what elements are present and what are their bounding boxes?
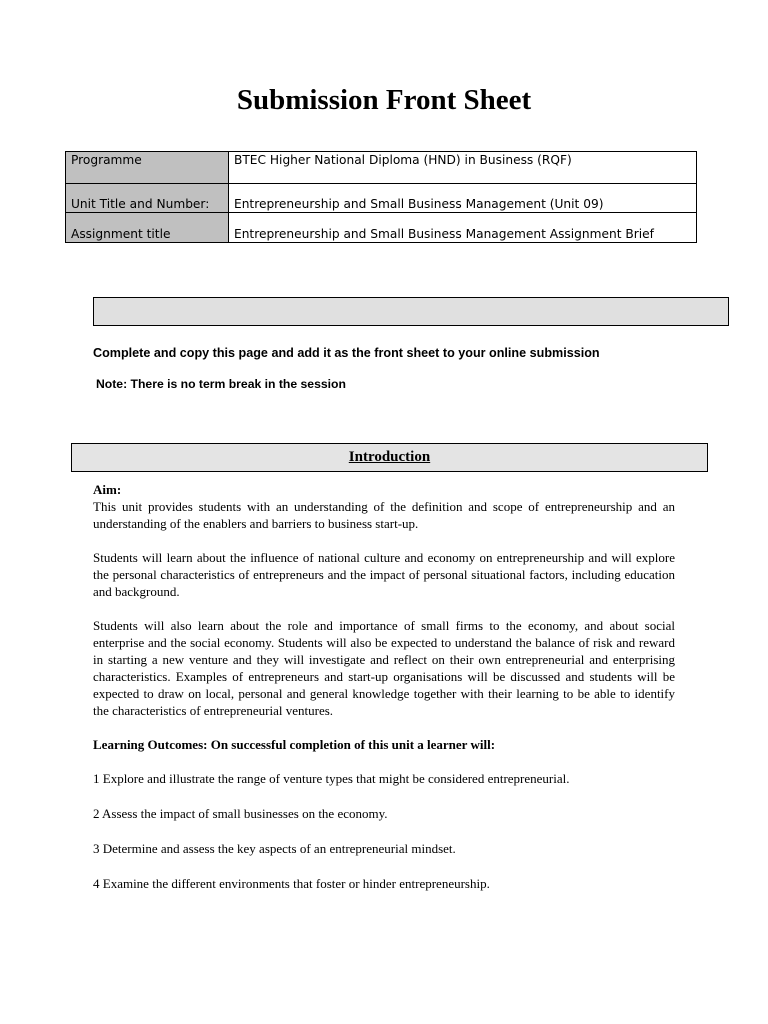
learning-outcome-item: 2 Assess the impact of small businesses on the economy.	[93, 806, 388, 821]
note-text: Note: There is no term break in the session	[96, 377, 346, 391]
introduction-header	[71, 443, 708, 472]
introduction-content	[93, 481, 675, 910]
programme-value: BTEC Higher National Diploma (HND) in Business (RQF)	[229, 152, 697, 184]
learning-outcome-item: 4 Examine the different environments that foster or hinder entrepreneurship.	[93, 876, 490, 891]
paragraph: This unit provides students with an understanding of the definition and scope of entrepreneurship and an understanding of the enablers and barriers to business start-up.	[93, 499, 675, 531]
aim-label: Aim:	[93, 482, 122, 497]
instruction-text: Complete and copy this page and add it as the front sheet to your online submission	[93, 346, 600, 360]
page-title: Submission Front Sheet	[236, 84, 532, 116]
assignment-title-label: Assignment title	[66, 213, 229, 243]
table-row	[66, 213, 697, 243]
submission-info-table	[65, 151, 697, 243]
introduction-heading: Introduction	[348, 449, 431, 465]
learning-outcome-item: 1 Explore and illustrate the range of venture types that might be considered entrepreneurial.	[93, 771, 570, 786]
unit-title-label: Unit Title and Number:	[66, 184, 229, 213]
learning-outcomes-heading: Learning Outcomes: On successful completion of this unit a learner will:	[93, 737, 496, 752]
paragraph: Students will learn about the influence of national culture and economy on entrepreneurship and will explore the personal characteristics of entrepreneurs and the impact of personal situational factors, including education and background.	[93, 550, 675, 599]
assignment-title-value: Entrepreneurship and Small Business Management Assignment Brief	[229, 213, 697, 243]
blank-grey-box	[93, 297, 729, 326]
programme-label: Programme	[66, 152, 229, 184]
learning-outcome-item: 3 Determine and assess the key aspects of an entrepreneurial mindset.	[93, 841, 456, 856]
unit-title-value: Entrepreneurship and Small Business Management (Unit 09)	[229, 184, 697, 213]
paragraph: Students will also learn about the role and importance of small firms to the economy, and about social enterprise and the social economy. Students will also be expected to understand the balance of risk and reward in starting a new venture and they will investigate and reflect on their own entrepreneurial and enterprising characteristics. Examples of entrepreneurs and start-up organisations will be discussed and students will be expected to draw on local, personal and general knowledge together with their learning to be able to identify the characteristics of entrepreneurial ventures.	[93, 618, 675, 718]
table-row	[66, 152, 697, 184]
table-row	[66, 184, 697, 213]
